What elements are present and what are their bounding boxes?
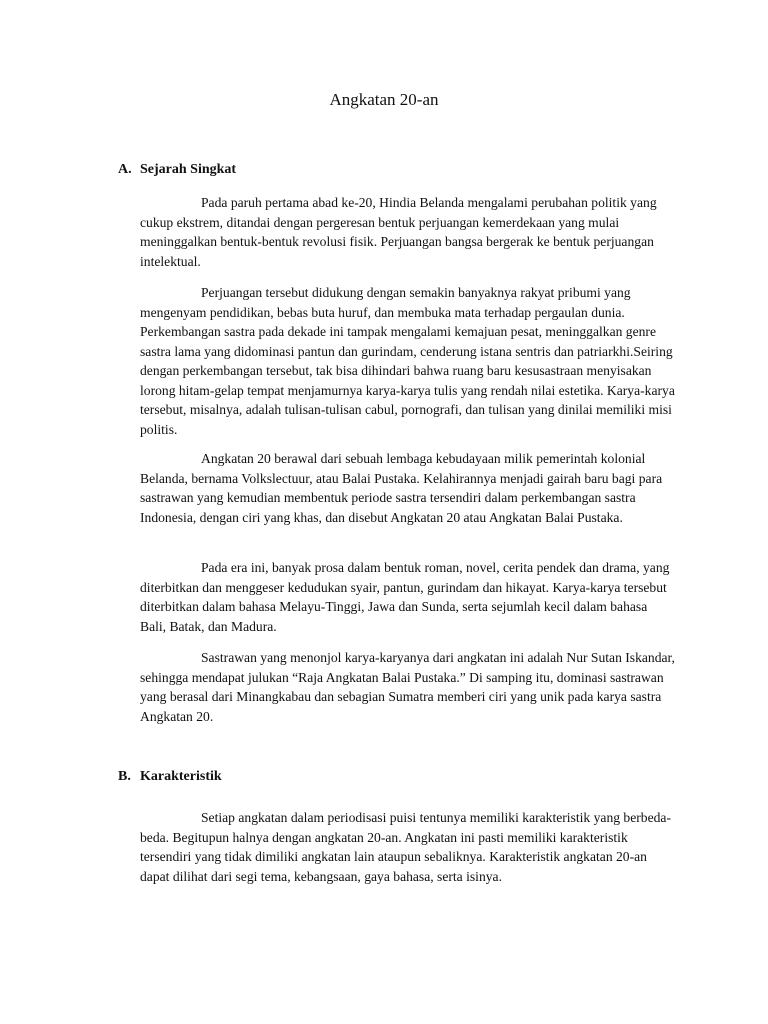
section-a-heading [118,160,236,180]
section-a-paragraph-5: Sastrawan yang menonjol karya-karyanya dari angkatan ini adalah Nur Sutan Iskandar, sehingga mendapat julukan “Raja Angkatan Balai Pustaka.” Di samping itu, dominasi sastrawan yang berasal dari Minangkabau dan sebagian Sumatra memberi ciri yang unik pada karya sastra Angkatan 20. [140,650,675,724]
section-b-paragraph-1: Setiap angkatan dalam periodisasi puisi tentunya memiliki karakteristik yang berbeda-beda. Begitupun halnya dengan angkatan 20-an. Angkatan ini pasti memiliki karakteristik tersendiri yang tidak dimiliki angkatan lain ataupun sebaliknya. Karakteristik angkatan 20-an dapat dilihat dari segi tema, kebangsaan, gaya bahasa, serta isinya. [140,810,671,884]
document-title: Angkatan 20-an [329,90,439,109]
section-b-title: Karakteristik [140,769,222,784]
section-a-paragraph-1: Pada paruh pertama abad ke-20, Hindia Belanda mengalami perubahan politik yang cukup ekstrem, ditandai dengan pergeresan bentuk perjuangan kemerdekaan yang mulai meninggalkan bentuk-bentuk revolusi fisik. Perjuangan bangsa bergerak ke bentuk perjuangan intelektual. [140,195,657,269]
section-a-letter: A. [118,162,132,177]
section-a-paragraph-3: Angkatan 20 berawal dari sebuah lembaga kebudayaan milik pemerintah kolonial Belanda, bernama Volkslectuur, atau Balai Pustaka. Kelahirannya menjadi gairah baru bagi para sastrawan yang kemudian membentuk periode sastra tersendiri dalam perkembangan sastra Indonesia, dengan ciri yang khas, dan disebut Angkatan 20 atau Angkatan Balai Pustaka. [140,451,663,525]
section-a-title: Sejarah Singkat [140,162,237,177]
section-b-heading [118,767,222,787]
section-b-letter: B. [118,769,131,784]
section-a-paragraph-4: Pada era ini, banyak prosa dalam bentuk roman, novel, cerita pendek dan drama, yang diterbitkan dan menggeser kedudukan syair, pantun, gurindam dan hikayat. Karya-karya tersebut diterbitkan dalam bahasa Melayu-Tinggi, Jawa dan Sunda, serta sejumlah kecil dalam bahasa Bali, Batak, dan Madura. [140,560,670,634]
section-a-paragraph-2: Perjuangan tersebut didukung dengan semakin banyaknya rakyat pribumi yang mengenyam pendidikan, bebas buta huruf, dan membuka mata terhadap pergaulan dunia. Perkembangan sastra pada dekade ini tampak mengalami kemajuan pesat, meninggalkan genre sastra lama yang didominasi pantun dan gurindam, cenderung istana sentris dan patriarkhi.Seiring dengan perkembangan tersebut, tak bisa dihindari bahwa ruang baru kesusastraan menyisakan lorong hitam-gelap tempat menjamurnya karya-karya tulis yang rendah nilai estetika. Karya-karya tersebut, misalnya, adalah tulisan-tulisan cabul, pornografi, dan tulisan yang dinilai memiliki misi politis. [140,285,675,437]
